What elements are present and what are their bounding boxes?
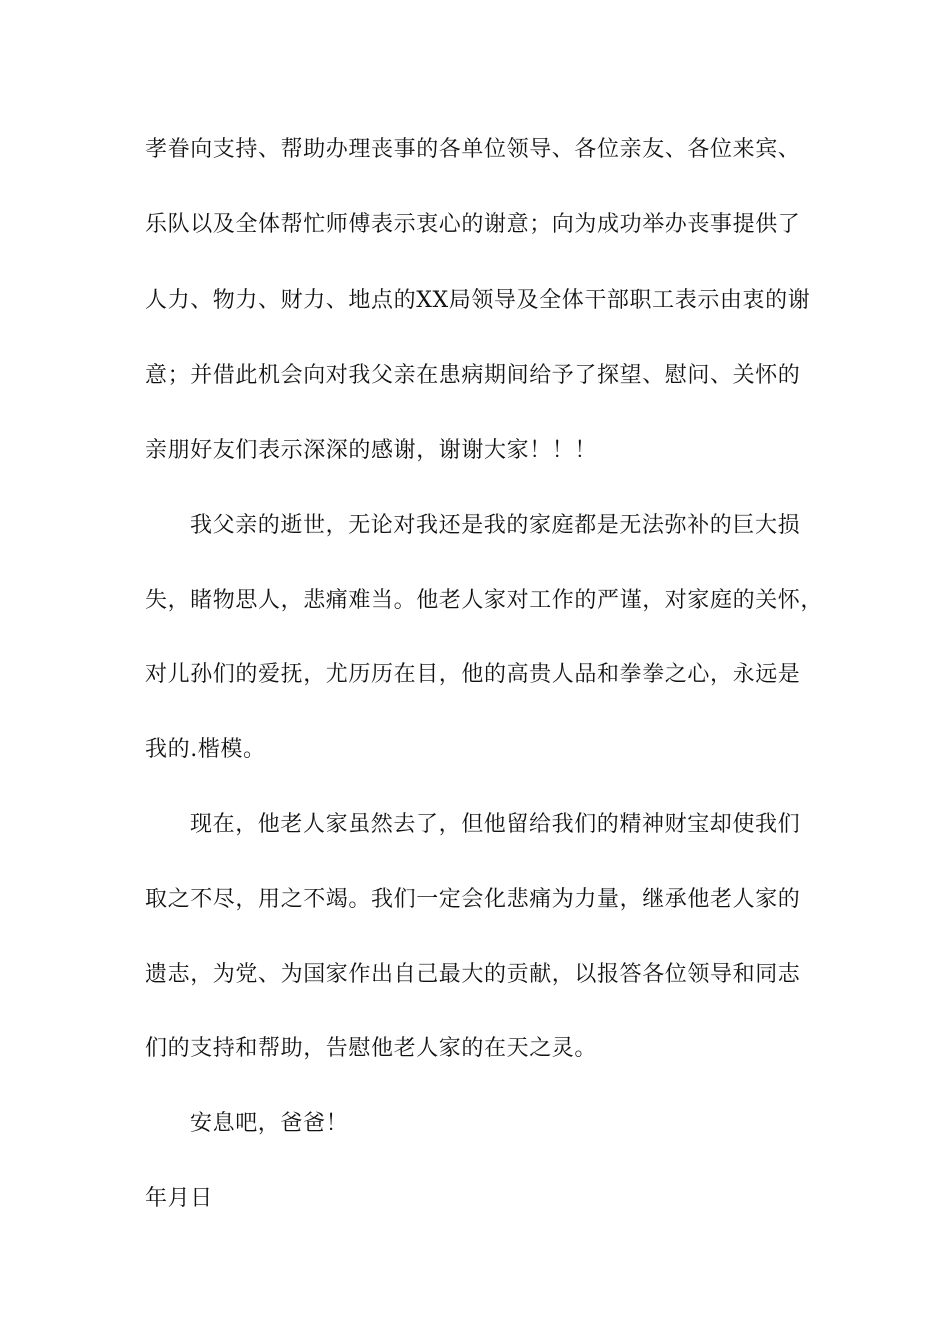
paragraph-3-line-1: 现在，他老人家虽然去了，但他留给我们的精神财宝却使我们 xyxy=(190,812,801,837)
paragraph-1-line-5: 亲朋好友们表示深深的感谢，谢谢大家！！！ xyxy=(145,438,598,463)
paragraph-2-line-2: 失，睹物思人，悲痛难当。他老人家对工作的严谨，对家庭的关怀， xyxy=(145,588,824,613)
paragraph-3-line-3: 遗志，为党、为国家作出自己最大的贡献，以报答各位领导和同志 xyxy=(145,962,801,987)
paragraph-2-line-1: 我父亲的逝世，无论对我还是我的家庭都是无法弥补的巨大损 xyxy=(190,513,801,538)
paragraph-3-line-2: 取之不尽，用之不竭。我们一定会化悲痛为力量，继承他老人家的 xyxy=(145,887,801,912)
closing-line: 安息吧，爸爸！ xyxy=(190,1111,349,1136)
paragraph-1-line-1: 孝眷向支持、帮助办理丧事的各单位领导、各位亲友、各位来宾、 xyxy=(145,137,801,162)
date-line: 年月日 xyxy=(145,1186,213,1211)
paragraph-1-line-4: 意；并借此机会向对我父亲在患病期间给予了探望、慰问、关怀的 xyxy=(145,363,801,388)
paragraph-3-line-4: 们的支持和帮助，告慰他老人家的在天之灵。 xyxy=(145,1036,598,1061)
paragraph-2-line-4: 我的.楷模。 xyxy=(145,737,266,762)
paragraph-1-line-3: 人力、物力、财力、地点的XX局领导及全体干部职工表示由衷的谢 xyxy=(145,288,811,313)
paragraph-2-line-3: 对儿孙们的爱抚，尤历历在目，他的高贵人品和拳拳之心，永远是 xyxy=(145,662,801,687)
paragraph-1-line-2: 乐队以及全体帮忙师傅表示衷心的谢意；向为成功举办丧事提供了 xyxy=(145,212,801,237)
